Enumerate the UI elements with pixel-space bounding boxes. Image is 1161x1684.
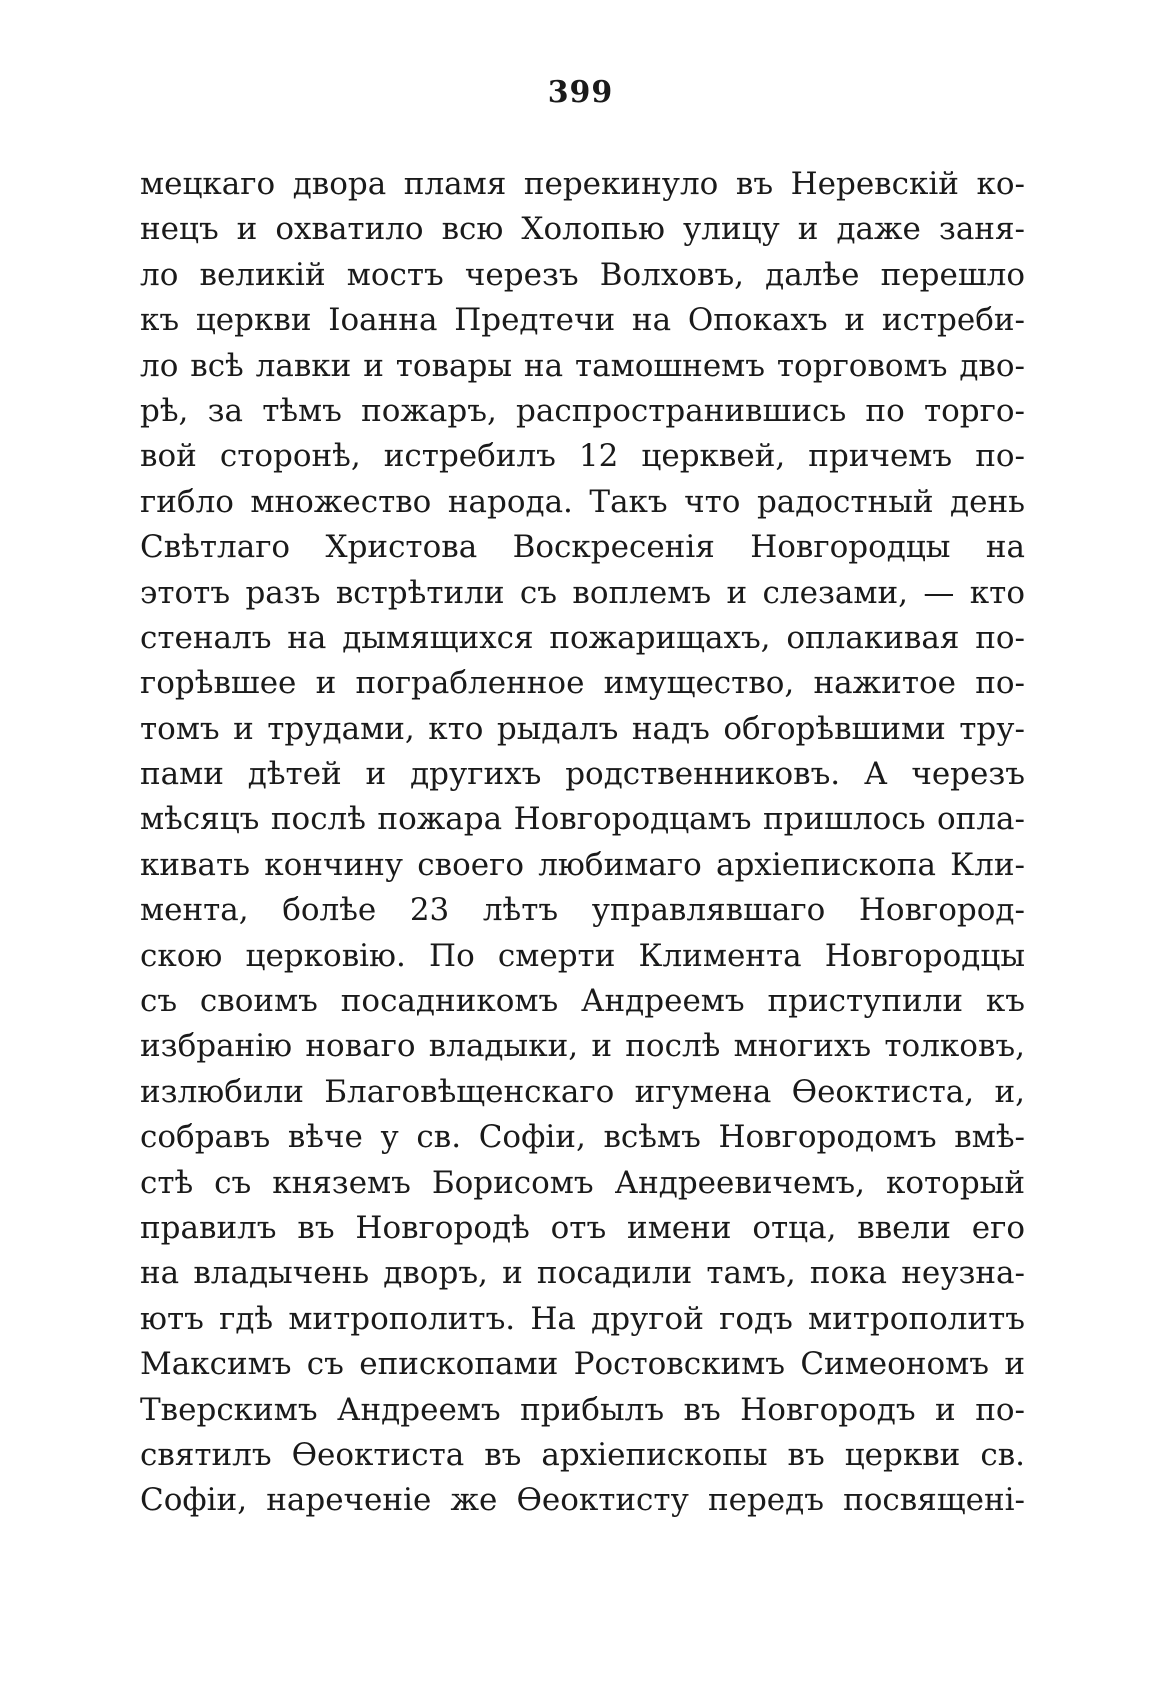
text-line: Софіи, нареченіе же Ѳеоктисту передъ посвящені- — [140, 1482, 1025, 1519]
text-line: томъ и трудами, кто рыдалъ надъ обгорѣвшими тру- — [140, 710, 1025, 747]
text-line: Тверскимъ Андреемъ прибылъ въ Новгородъ и по- — [140, 1391, 1025, 1428]
text-line: нецъ и охватило всю Холопью улицу и даже заня- — [140, 211, 1025, 248]
text-line: стѣ съ княземъ Борисомъ Андреевичемъ, который — [140, 1164, 1025, 1201]
text-line: этотъ разъ встрѣтили съ воплемъ и слезами, — кто — [140, 574, 1025, 611]
text-line: мецкаго двора пламя перекинуло въ Неревскій ко- — [140, 166, 1025, 202]
page-number: 399 — [547, 75, 614, 110]
text-line: собравъ вѣче у св. Софіи, всѣмъ Новгородомъ вмѣ- — [140, 1119, 1025, 1156]
text-line: рѣ, за тѣмъ пожаръ, распространившись по торго- — [140, 392, 1025, 429]
text-line: Максимъ съ епископами Ростовскимъ Симеономъ и — [140, 1346, 1025, 1383]
text-line: съ своимъ посадникомъ Андреемъ приступили къ — [140, 983, 1025, 1020]
text-line: ло великій мостъ черезъ Волховъ, далѣе перешло — [140, 256, 1025, 293]
text-line: ло всѣ лавки и товары на тамошнемъ торговомъ дво- — [140, 347, 1025, 384]
text-line: вой сторонѣ, истребилъ 12 церквей, причемъ по- — [140, 438, 1025, 475]
text-line: правилъ въ Новгородѣ отъ имени отца, ввели его — [140, 1209, 1025, 1246]
text-line: Свѣтлаго Христова Воскресенія Новгородцы на — [140, 529, 1025, 566]
text-line: кивать кончину своего любимаго архіепископа Кли- — [140, 846, 1025, 883]
text-line: къ церкви Іоанна Предтечи на Опокахъ и истреби- — [140, 302, 1025, 339]
text-line: на владычень дворъ, и посадили тамъ, пока неузна- — [140, 1255, 1025, 1292]
text-line: излюбили Благовѣщенскаго игумена Ѳеоктиста, и, — [140, 1073, 1025, 1110]
text-line: святилъ Ѳеоктиста въ архіепископы въ церкви св. — [140, 1436, 1025, 1473]
text-line: мѣсяцъ послѣ пожара Новгородцамъ пришлось опла- — [140, 801, 1025, 838]
text-line: гибло множество народа. Такъ что радостный день — [140, 483, 1025, 520]
text-line: мента, болѣе 23 лѣтъ управлявшаго Новгород- — [140, 892, 1025, 929]
text-line: горѣвшее и пограбленное имущество, нажитое по- — [140, 665, 1025, 702]
text-line: избранію новаго владыки, и послѣ многихъ толковъ, — [140, 1028, 1025, 1065]
text-line: ютъ гдѣ митрополитъ. На другой годъ митрополитъ — [140, 1300, 1025, 1337]
text-line: стеналъ на дымящихся пожарищахъ, оплакивая по- — [140, 619, 1025, 656]
text-line: скою церковію. По смерти Климента Новгородцы — [140, 937, 1025, 974]
body-text — [140, 162, 1025, 1524]
text-line: пами дѣтей и другихъ родственниковъ. А черезъ — [140, 756, 1025, 793]
